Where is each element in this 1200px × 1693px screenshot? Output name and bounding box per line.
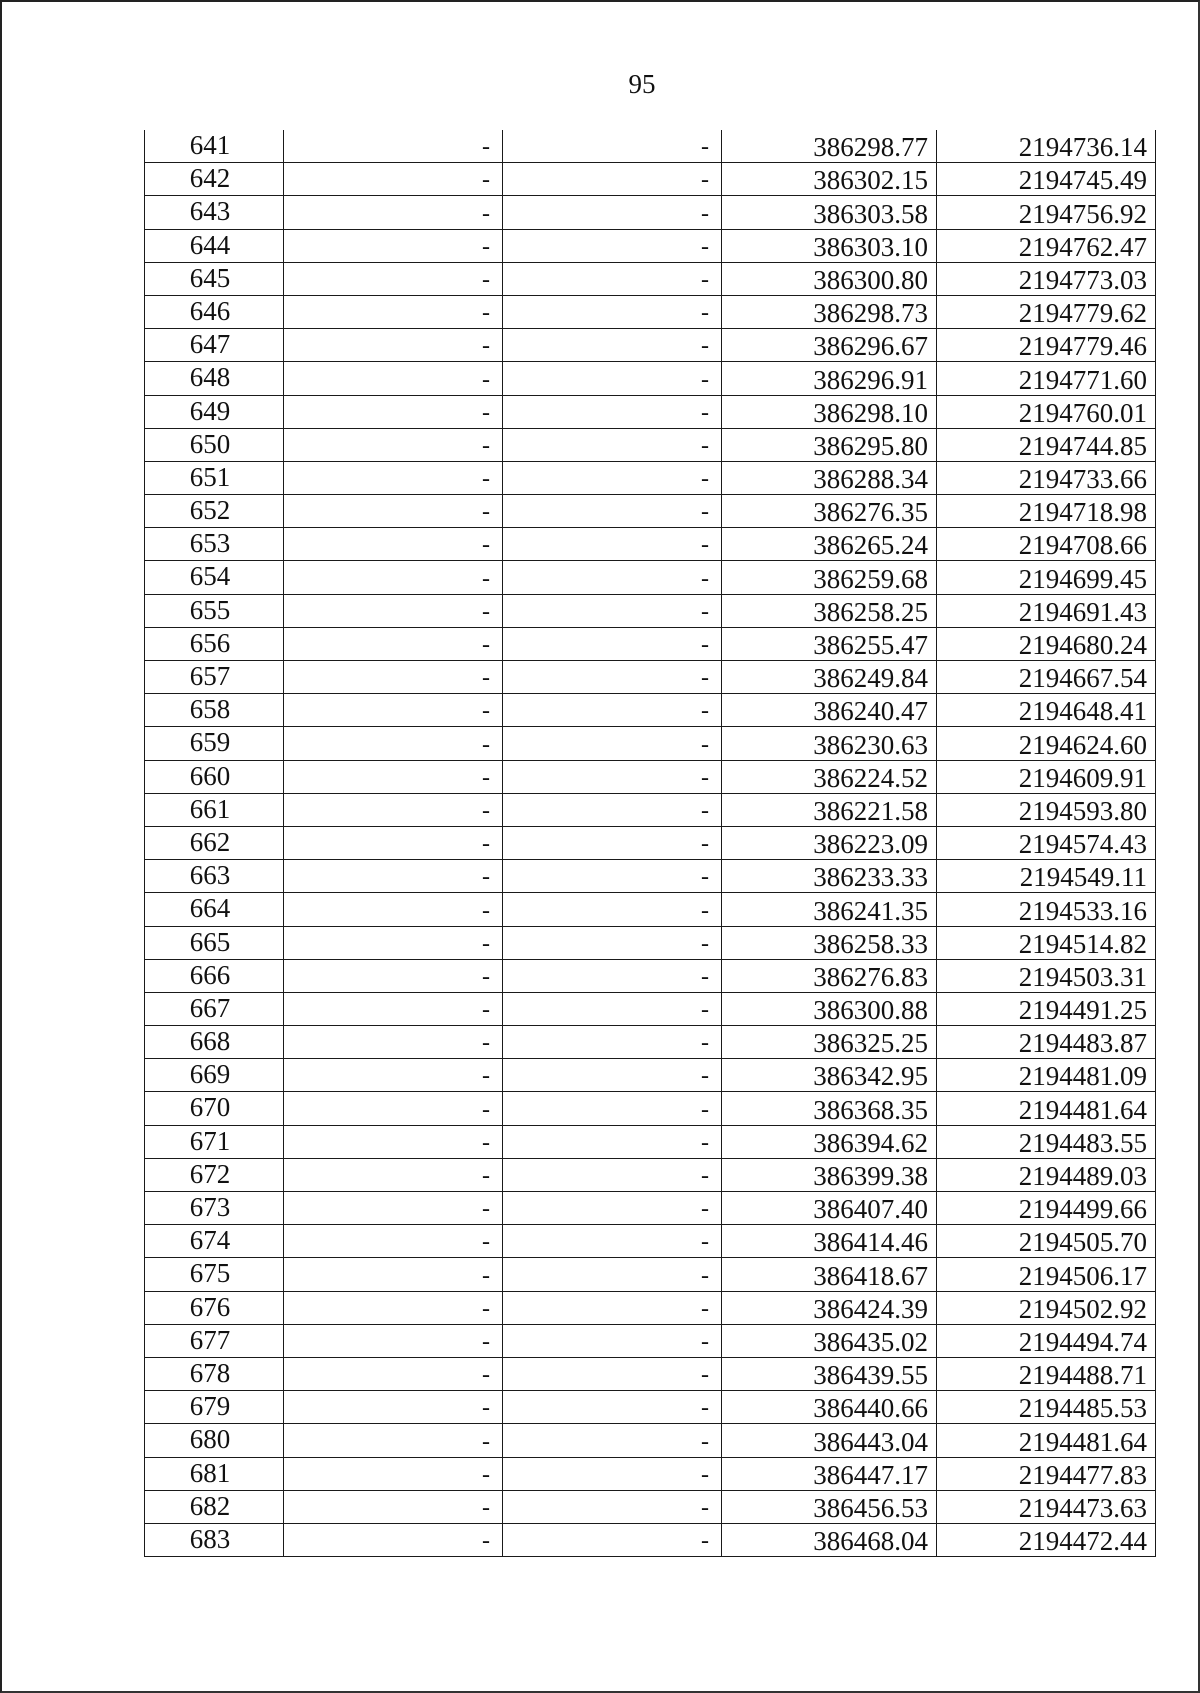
empty-value-cell: - [284,893,503,926]
empty-value-cell: - [284,428,503,461]
point-number-cell: 658 [145,694,284,727]
point-number-cell: 659 [145,727,284,760]
x-coordinate-cell: 386447.17 [722,1457,937,1490]
point-number-cell: 663 [145,860,284,893]
point-number-cell: 656 [145,627,284,660]
empty-value-cell: - [503,760,722,793]
page-number: 95 [628,69,656,99]
table-row [145,1391,1156,1424]
y-coordinate-cell: 2194472.44 [937,1523,1156,1556]
y-coordinate-cell: 2194481.64 [937,1424,1156,1457]
point-number-cell: 664 [145,893,284,926]
empty-value-cell: - [503,860,722,893]
y-coordinate-cell: 2194762.47 [937,229,1156,262]
empty-value-cell: - [503,959,722,992]
table-row [145,694,1156,727]
x-coordinate-cell: 386456.53 [722,1490,937,1523]
empty-value-cell: - [284,627,503,660]
empty-value-cell: - [284,1391,503,1424]
y-coordinate-cell: 2194574.43 [937,826,1156,859]
empty-value-cell: - [284,1225,503,1258]
point-number-cell: 672 [145,1158,284,1191]
x-coordinate-cell: 386439.55 [722,1357,937,1390]
empty-value-cell: - [503,694,722,727]
table-row [145,893,1156,926]
x-coordinate-cell: 386240.47 [722,694,937,727]
y-coordinate-cell: 2194506.17 [937,1258,1156,1291]
x-coordinate-cell: 386298.77 [722,130,937,163]
x-coordinate-cell: 386259.68 [722,561,937,594]
table-row [145,1523,1156,1556]
empty-value-cell: - [503,727,722,760]
table-row [145,1192,1156,1225]
y-coordinate-cell: 2194502.92 [937,1291,1156,1324]
empty-value-cell: - [284,561,503,594]
y-coordinate-cell: 2194699.45 [937,561,1156,594]
point-number-cell: 653 [145,528,284,561]
table-row [145,661,1156,694]
point-number-cell: 643 [145,196,284,229]
point-number-cell: 644 [145,229,284,262]
x-coordinate-cell: 386303.58 [722,196,937,229]
x-coordinate-cell: 386298.10 [722,395,937,428]
y-coordinate-cell: 2194473.63 [937,1490,1156,1523]
point-number-cell: 667 [145,992,284,1025]
x-coordinate-cell: 386302.15 [722,163,937,196]
table-row [145,130,1156,163]
y-coordinate-cell: 2194477.83 [937,1457,1156,1490]
x-coordinate-cell: 386224.52 [722,760,937,793]
empty-value-cell: - [284,694,503,727]
empty-value-cell: - [503,1424,722,1457]
empty-value-cell: - [284,1026,503,1059]
empty-value-cell: - [284,1125,503,1158]
table-row [145,196,1156,229]
table-row [145,1125,1156,1158]
y-coordinate-cell: 2194667.54 [937,661,1156,694]
empty-value-cell: - [284,727,503,760]
y-coordinate-cell: 2194609.91 [937,760,1156,793]
point-number-cell: 652 [145,495,284,528]
empty-value-cell: - [503,893,722,926]
y-coordinate-cell: 2194771.60 [937,362,1156,395]
x-coordinate-cell: 386468.04 [722,1523,937,1556]
point-number-cell: 670 [145,1092,284,1125]
empty-value-cell: - [503,428,722,461]
empty-value-cell: - [284,1258,503,1291]
table-row [145,495,1156,528]
y-coordinate-cell: 2194483.87 [937,1026,1156,1059]
x-coordinate-cell: 386255.47 [722,627,937,660]
point-number-cell: 645 [145,262,284,295]
table-row [145,362,1156,395]
empty-value-cell: - [503,495,722,528]
point-number-cell: 661 [145,793,284,826]
point-number-cell: 681 [145,1457,284,1490]
empty-value-cell: - [284,1490,503,1523]
empty-value-cell: - [284,461,503,494]
table-row [145,1059,1156,1092]
table-row [145,1291,1156,1324]
table-row [145,992,1156,1025]
empty-value-cell: - [503,627,722,660]
point-number-cell: 668 [145,1026,284,1059]
y-coordinate-cell: 2194760.01 [937,395,1156,428]
point-number-cell: 676 [145,1291,284,1324]
table-row [145,1026,1156,1059]
empty-value-cell: - [503,1523,722,1556]
point-number-cell: 665 [145,926,284,959]
point-number-cell: 678 [145,1357,284,1390]
x-coordinate-cell: 386230.63 [722,727,937,760]
x-coordinate-cell: 386241.35 [722,893,937,926]
empty-value-cell: - [284,329,503,362]
empty-value-cell: - [284,594,503,627]
x-coordinate-cell: 386276.83 [722,959,937,992]
table-row [145,1225,1156,1258]
empty-value-cell: - [284,1424,503,1457]
point-number-cell: 654 [145,561,284,594]
empty-value-cell: - [503,1158,722,1191]
x-coordinate-cell: 386249.84 [722,661,937,694]
empty-value-cell: - [503,1357,722,1390]
table-row [145,1457,1156,1490]
y-coordinate-cell: 2194499.66 [937,1192,1156,1225]
table-row [145,727,1156,760]
y-coordinate-cell: 2194481.64 [937,1092,1156,1125]
table-row [145,959,1156,992]
point-number-cell: 651 [145,461,284,494]
table-row [145,561,1156,594]
empty-value-cell: - [284,826,503,859]
point-number-cell: 679 [145,1391,284,1424]
x-coordinate-cell: 386394.62 [722,1125,937,1158]
y-coordinate-cell: 2194533.16 [937,893,1156,926]
x-coordinate-cell: 386298.73 [722,295,937,328]
point-number-cell: 669 [145,1059,284,1092]
empty-value-cell: - [284,760,503,793]
empty-value-cell: - [284,992,503,1025]
x-coordinate-cell: 386303.10 [722,229,937,262]
point-number-cell: 683 [145,1523,284,1556]
x-coordinate-cell: 386276.35 [722,495,937,528]
x-coordinate-cell: 386300.80 [722,262,937,295]
table-row [145,1158,1156,1191]
table-row [145,793,1156,826]
y-coordinate-cell: 2194481.09 [937,1059,1156,1092]
empty-value-cell: - [503,362,722,395]
y-coordinate-cell: 2194505.70 [937,1225,1156,1258]
empty-value-cell: - [284,362,503,395]
empty-value-cell: - [284,1457,503,1490]
y-coordinate-cell: 2194488.71 [937,1357,1156,1390]
table-row [145,1357,1156,1390]
point-number-cell: 662 [145,826,284,859]
y-coordinate-cell: 2194648.41 [937,694,1156,727]
empty-value-cell: - [503,1225,722,1258]
table-row [145,461,1156,494]
x-coordinate-cell: 386424.39 [722,1291,937,1324]
y-coordinate-cell: 2194491.25 [937,992,1156,1025]
point-number-cell: 646 [145,295,284,328]
empty-value-cell: - [503,992,722,1025]
y-coordinate-cell: 2194779.62 [937,295,1156,328]
y-coordinate-cell: 2194624.60 [937,727,1156,760]
empty-value-cell: - [284,295,503,328]
x-coordinate-cell: 386258.25 [722,594,937,627]
empty-value-cell: - [503,229,722,262]
y-coordinate-cell: 2194483.55 [937,1125,1156,1158]
empty-value-cell: - [284,395,503,428]
empty-value-cell: - [503,1192,722,1225]
table-row [145,163,1156,196]
empty-value-cell: - [503,826,722,859]
table-row [145,262,1156,295]
y-coordinate-cell: 2194503.31 [937,959,1156,992]
empty-value-cell: - [284,1059,503,1092]
x-coordinate-cell: 386223.09 [722,826,937,859]
table-row [145,860,1156,893]
point-number-cell: 647 [145,329,284,362]
empty-value-cell: - [503,163,722,196]
empty-value-cell: - [503,461,722,494]
x-coordinate-cell: 386265.24 [722,528,937,561]
point-number-cell: 655 [145,594,284,627]
empty-value-cell: - [503,594,722,627]
empty-value-cell: - [503,1125,722,1158]
y-coordinate-cell: 2194593.80 [937,793,1156,826]
empty-value-cell: - [503,1026,722,1059]
empty-value-cell: - [503,1258,722,1291]
empty-value-cell: - [503,793,722,826]
empty-value-cell: - [503,196,722,229]
x-coordinate-cell: 386414.46 [722,1225,937,1258]
empty-value-cell: - [284,163,503,196]
empty-value-cell: - [284,130,503,163]
empty-value-cell: - [284,1357,503,1390]
empty-value-cell: - [503,1391,722,1424]
point-number-cell: 682 [145,1490,284,1523]
point-number-cell: 648 [145,362,284,395]
empty-value-cell: - [284,229,503,262]
point-number-cell: 680 [145,1424,284,1457]
table-row [145,295,1156,328]
y-coordinate-cell: 2194691.43 [937,594,1156,627]
point-number-cell: 650 [145,428,284,461]
x-coordinate-cell: 386418.67 [722,1258,937,1291]
x-coordinate-cell: 386300.88 [722,992,937,1025]
coordinates-table [144,130,1156,1557]
table-row [145,229,1156,262]
table-row [145,826,1156,859]
table-row [145,395,1156,428]
x-coordinate-cell: 386440.66 [722,1391,937,1424]
empty-value-cell: - [284,793,503,826]
y-coordinate-cell: 2194494.74 [937,1324,1156,1357]
empty-value-cell: - [503,1291,722,1324]
y-coordinate-cell: 2194708.66 [937,528,1156,561]
point-number-cell: 673 [145,1192,284,1225]
empty-value-cell: - [284,1192,503,1225]
point-number-cell: 666 [145,959,284,992]
y-coordinate-cell: 2194779.46 [937,329,1156,362]
empty-value-cell: - [503,1457,722,1490]
x-coordinate-cell: 386296.67 [722,329,937,362]
x-coordinate-cell: 386295.80 [722,428,937,461]
empty-value-cell: - [503,329,722,362]
y-coordinate-cell: 2194733.66 [937,461,1156,494]
x-coordinate-cell: 386221.58 [722,793,937,826]
x-coordinate-cell: 386296.91 [722,362,937,395]
y-coordinate-cell: 2194489.03 [937,1158,1156,1191]
empty-value-cell: - [503,661,722,694]
x-coordinate-cell: 386407.40 [722,1192,937,1225]
empty-value-cell: - [284,196,503,229]
table-row [145,1092,1156,1125]
empty-value-cell: - [284,1158,503,1191]
y-coordinate-cell: 2194485.53 [937,1391,1156,1424]
coordinates-table-container [144,130,1147,1557]
table-row [145,627,1156,660]
x-coordinate-cell: 386233.33 [722,860,937,893]
x-coordinate-cell: 386399.38 [722,1158,937,1191]
y-coordinate-cell: 2194680.24 [937,627,1156,660]
y-coordinate-cell: 2194736.14 [937,130,1156,163]
empty-value-cell: - [503,1490,722,1523]
empty-value-cell: - [284,860,503,893]
empty-value-cell: - [284,528,503,561]
empty-value-cell: - [284,262,503,295]
x-coordinate-cell: 386443.04 [722,1424,937,1457]
point-number-cell: 649 [145,395,284,428]
empty-value-cell: - [503,926,722,959]
y-coordinate-cell: 2194549.11 [937,860,1156,893]
empty-value-cell: - [284,926,503,959]
empty-value-cell: - [284,1092,503,1125]
point-number-cell: 641 [145,130,284,163]
empty-value-cell: - [284,1291,503,1324]
empty-value-cell: - [503,262,722,295]
x-coordinate-cell: 386435.02 [722,1324,937,1357]
empty-value-cell: - [503,395,722,428]
x-coordinate-cell: 386258.33 [722,926,937,959]
point-number-cell: 660 [145,760,284,793]
table-row [145,528,1156,561]
x-coordinate-cell: 386325.25 [722,1026,937,1059]
empty-value-cell: - [503,1324,722,1357]
table-row [145,926,1156,959]
empty-value-cell: - [503,528,722,561]
empty-value-cell: - [284,1324,503,1357]
empty-value-cell: - [284,495,503,528]
empty-value-cell: - [284,959,503,992]
x-coordinate-cell: 386288.34 [722,461,937,494]
point-number-cell: 677 [145,1324,284,1357]
empty-value-cell: - [503,295,722,328]
point-number-cell: 674 [145,1225,284,1258]
table-row [145,1490,1156,1523]
empty-value-cell: - [284,1523,503,1556]
y-coordinate-cell: 2194744.85 [937,428,1156,461]
coordinates-table-body [145,130,1156,1557]
x-coordinate-cell: 386342.95 [722,1059,937,1092]
point-number-cell: 642 [145,163,284,196]
y-coordinate-cell: 2194773.03 [937,262,1156,295]
table-row [145,760,1156,793]
point-number-cell: 657 [145,661,284,694]
y-coordinate-cell: 2194756.92 [937,196,1156,229]
table-row [145,329,1156,362]
table-row [145,594,1156,627]
empty-value-cell: - [503,130,722,163]
y-coordinate-cell: 2194514.82 [937,926,1156,959]
table-row [145,1324,1156,1357]
empty-value-cell: - [503,1092,722,1125]
empty-value-cell: - [503,561,722,594]
empty-value-cell: - [503,1059,722,1092]
y-coordinate-cell: 2194718.98 [937,495,1156,528]
empty-value-cell: - [284,661,503,694]
point-number-cell: 671 [145,1125,284,1158]
y-coordinate-cell: 2194745.49 [937,163,1156,196]
x-coordinate-cell: 386368.35 [722,1092,937,1125]
table-row [145,1258,1156,1291]
table-row [145,428,1156,461]
point-number-cell: 675 [145,1258,284,1291]
table-row [145,1424,1156,1457]
